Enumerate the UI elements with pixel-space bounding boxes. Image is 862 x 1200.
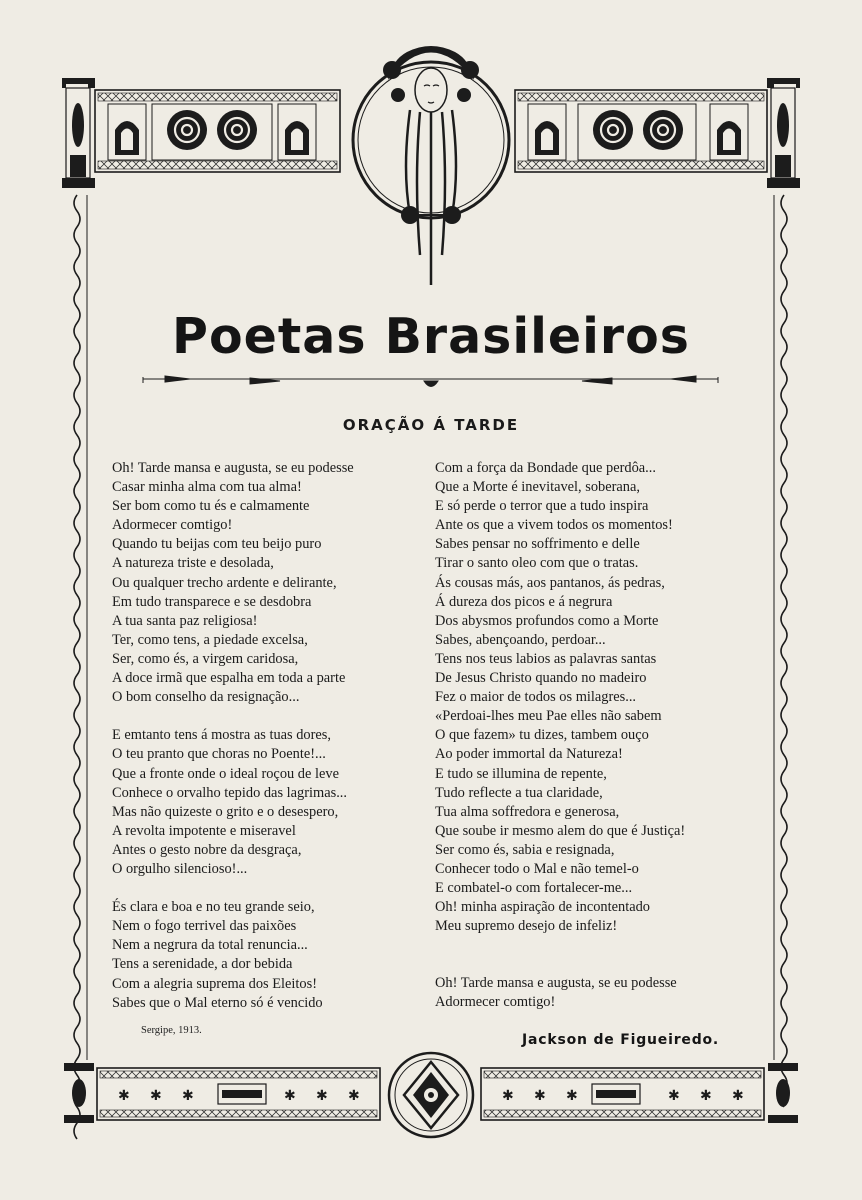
poem-line: Ser como és, sabia e resignada, [435,841,615,858]
poem-line: Sabes pensar no soffrimento e delle [435,536,640,553]
svg-text:✱: ✱ [700,1088,712,1104]
poem-line: Casar minha alma com tua alma! [112,479,302,496]
poem-line: Tens nos teus labios as palavras santas [435,650,657,667]
poem-line: Conhecer todo o Mal e não temel-o [435,860,639,877]
poem-line: Que soube ir mesmo alem do que é Justiça! [435,822,686,839]
poem-line: Tirar o santo oleo com que o tratas. [435,555,639,572]
svg-text:✱: ✱ [118,1088,130,1104]
poem-line: Ás cousas más, aos pantanos, ás pedras, [435,574,665,591]
poem-line: Tens a serenidade, a dor bebida [112,956,293,973]
poem-line: O orgulho silencioso!... [112,860,248,877]
poem-line: Que a fronte onde o ideal roçou de leve [112,765,339,782]
author-signature: Jackson de Figueiredo. [522,1032,720,1048]
poem-line: O bom conselho da resignação... [112,689,300,706]
poem-line: Oh! Tarde mansa e augusta, se eu podesse [435,975,677,992]
poem-line: Quando tu beijas com teu beijo puro [112,536,322,553]
poem-line: Meu supremo desejo de infeliz! [435,918,618,935]
poem-line: A doce irmã que espalha em toda a parte [112,670,346,687]
poem-line: E emtanto tens á mostra as tuas dores, [112,727,332,744]
poem-line: O que fazem» tu dizes, tambem ouço [435,727,649,744]
poem-line: «Perdoai-lhes meu Pae elles não sabem [435,708,662,725]
poem-line: Mas não quizeste o grito e o desespero, [112,803,339,820]
poem-line: Sabes, abençoando, perdoar... [435,631,606,648]
svg-text:✱: ✱ [182,1088,194,1104]
poem-line: Fez o maior de todos os milagres... [435,689,637,706]
poem-line: És clara e boa e no teu grande seio, [112,899,315,916]
poem-line: E combatel-o com fortalecer-me... [435,880,633,897]
medallion-ornament [353,46,509,285]
poem-line: Com a alegria suprema dos Eleitos! [112,975,318,992]
svg-text:✱: ✱ [566,1088,578,1104]
poem-line: Ser bom como tu és e calmamente [112,498,310,515]
poem-line: Á dureza dos picos e á negrura [435,593,613,610]
poem-line: Adormecer comtigo! [435,994,556,1011]
poem-line: Adormecer comtigo! [112,517,233,534]
poem-line: Oh! Tarde mansa e augusta, se eu podesse [112,460,354,476]
svg-text:✱: ✱ [502,1088,514,1104]
poem-line: Ser, como és, a virgem caridosa, [112,650,299,667]
svg-text:✱: ✱ [732,1088,744,1104]
poem-line: Ou qualquer trecho ardente e delirante, [112,574,337,591]
poem-line: Oh! minha aspiração de incontentado [435,899,650,916]
page-title: Poetas Brasileiros [172,308,690,365]
poem-line: Nem o fogo terrivel das paixões [112,918,297,935]
stanza [112,898,422,1013]
poem-line: E tudo se illumina de repente, [435,765,607,782]
stanza [112,459,422,707]
poem-line: E só perde o terror que a tudo inspira [435,498,649,515]
svg-text:✱: ✱ [316,1088,328,1104]
poem-line: Dos abysmos profundos como a Morte [435,612,659,629]
poem-column-right [435,459,765,1032]
poem-line: Em tudo transparece e se desdobra [112,593,312,610]
svg-text:✱: ✱ [348,1088,360,1104]
poem-column-left [112,459,422,1032]
poem-line: A revolta impotente e miseravel [112,822,296,839]
poem-line: Ao poder immortal da Natureza! [435,746,623,763]
svg-text:✱: ✱ [668,1088,680,1104]
poem-line: Tua alma soffredora e generosa, [435,803,620,820]
poem-line: Ter, como tens, a piedade excelsa, [112,631,308,648]
place-date: Sergipe, 1913. [141,1025,202,1036]
poem-line: Sabes que o Mal eterno só é vencido [112,994,323,1011]
poem-line: Conhece o orvalho tepido das lagrimas... [112,784,347,801]
poem-line: A tua santa paz religiosa! [112,612,258,629]
poem-line: Com a força da Bondade que perdôa... [435,460,656,476]
stanza [435,459,765,936]
poem-line: Antes o gesto nobre da desgraça, [112,841,302,858]
poem-line: O teu pranto que choras no Poente!... [112,746,326,763]
poem-line: A natureza triste e desolada, [112,555,274,572]
poem-line: Ante os que a vivem todos os momentos! [435,517,673,534]
stanza [435,974,765,1012]
poem-title: ORAÇÃO Á TARDE [342,416,520,434]
stanza [112,726,422,879]
svg-text:✱: ✱ [150,1088,162,1104]
poem-line: De Jesus Christo quando no madeiro [435,670,647,687]
svg-text:✱: ✱ [534,1088,546,1104]
svg-text:✱: ✱ [284,1088,296,1104]
poem-line: Tudo reflecte a tua claridade, [435,784,603,801]
poem-line: Nem a negrura da total renuncia... [112,937,308,954]
bottom-medallion-ornament [389,1053,473,1137]
poem-line: Que a Morte é inevitavel, soberana, [435,479,640,496]
